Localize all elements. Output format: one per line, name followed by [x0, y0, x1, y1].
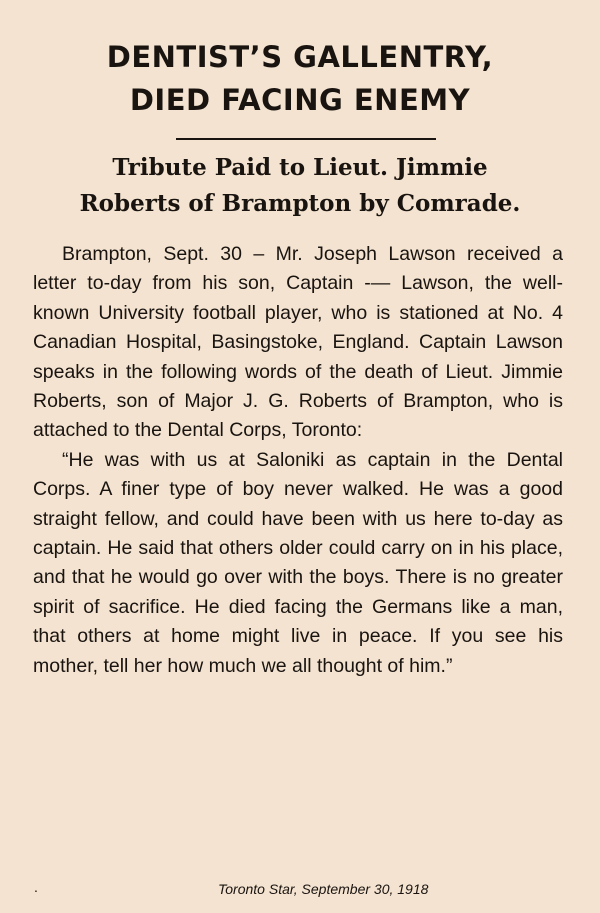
headline-divider [176, 138, 436, 140]
article-body [33, 240, 563, 681]
headline [0, 36, 600, 122]
subheadline [0, 150, 600, 222]
source-credit: Toronto Star, September 30, 1918 [218, 881, 429, 897]
subheadline-line-2: Roberts of Brampton by Comrade. [79, 190, 521, 217]
article-paragraph-1: Brampton, Sept. 30 – Mr. Joseph Lawson received a letter to-day from his son, Captain -— Lawson, the well-known University football player, who is stationed at No. 4 Canadian Hospital, Basingstoke, England. Captain Lawson speaks in the following words of the death of Lieut. Jimmie Roberts, son of Major J. G. Roberts of Brampton, who is attached to the Dental Corps, Toronto: [33, 243, 563, 442]
stray-mark: . [34, 879, 38, 895]
article-paragraph-2: “He was with us at Saloniki as captain in the Dental Corps. A finer type of boy never walked. He was a good straight fellow, and could have been with us here to-day as captain. He said that others older could carry on in his place, and that he would go over with the boys. There is no greater spirit of sacrifice. He died facing the Germans like a man, that others at home might live in peace. If you see his mother, tell her how much we all thought of him.” [33, 448, 563, 677]
subheadline-line-1: Tribute Paid to Lieut. Jimmie [112, 154, 488, 181]
headline-line-2: DIED FACING ENEMY [129, 83, 471, 117]
headline-line-1: DENTIST’S GALLENTRY, [106, 40, 494, 74]
